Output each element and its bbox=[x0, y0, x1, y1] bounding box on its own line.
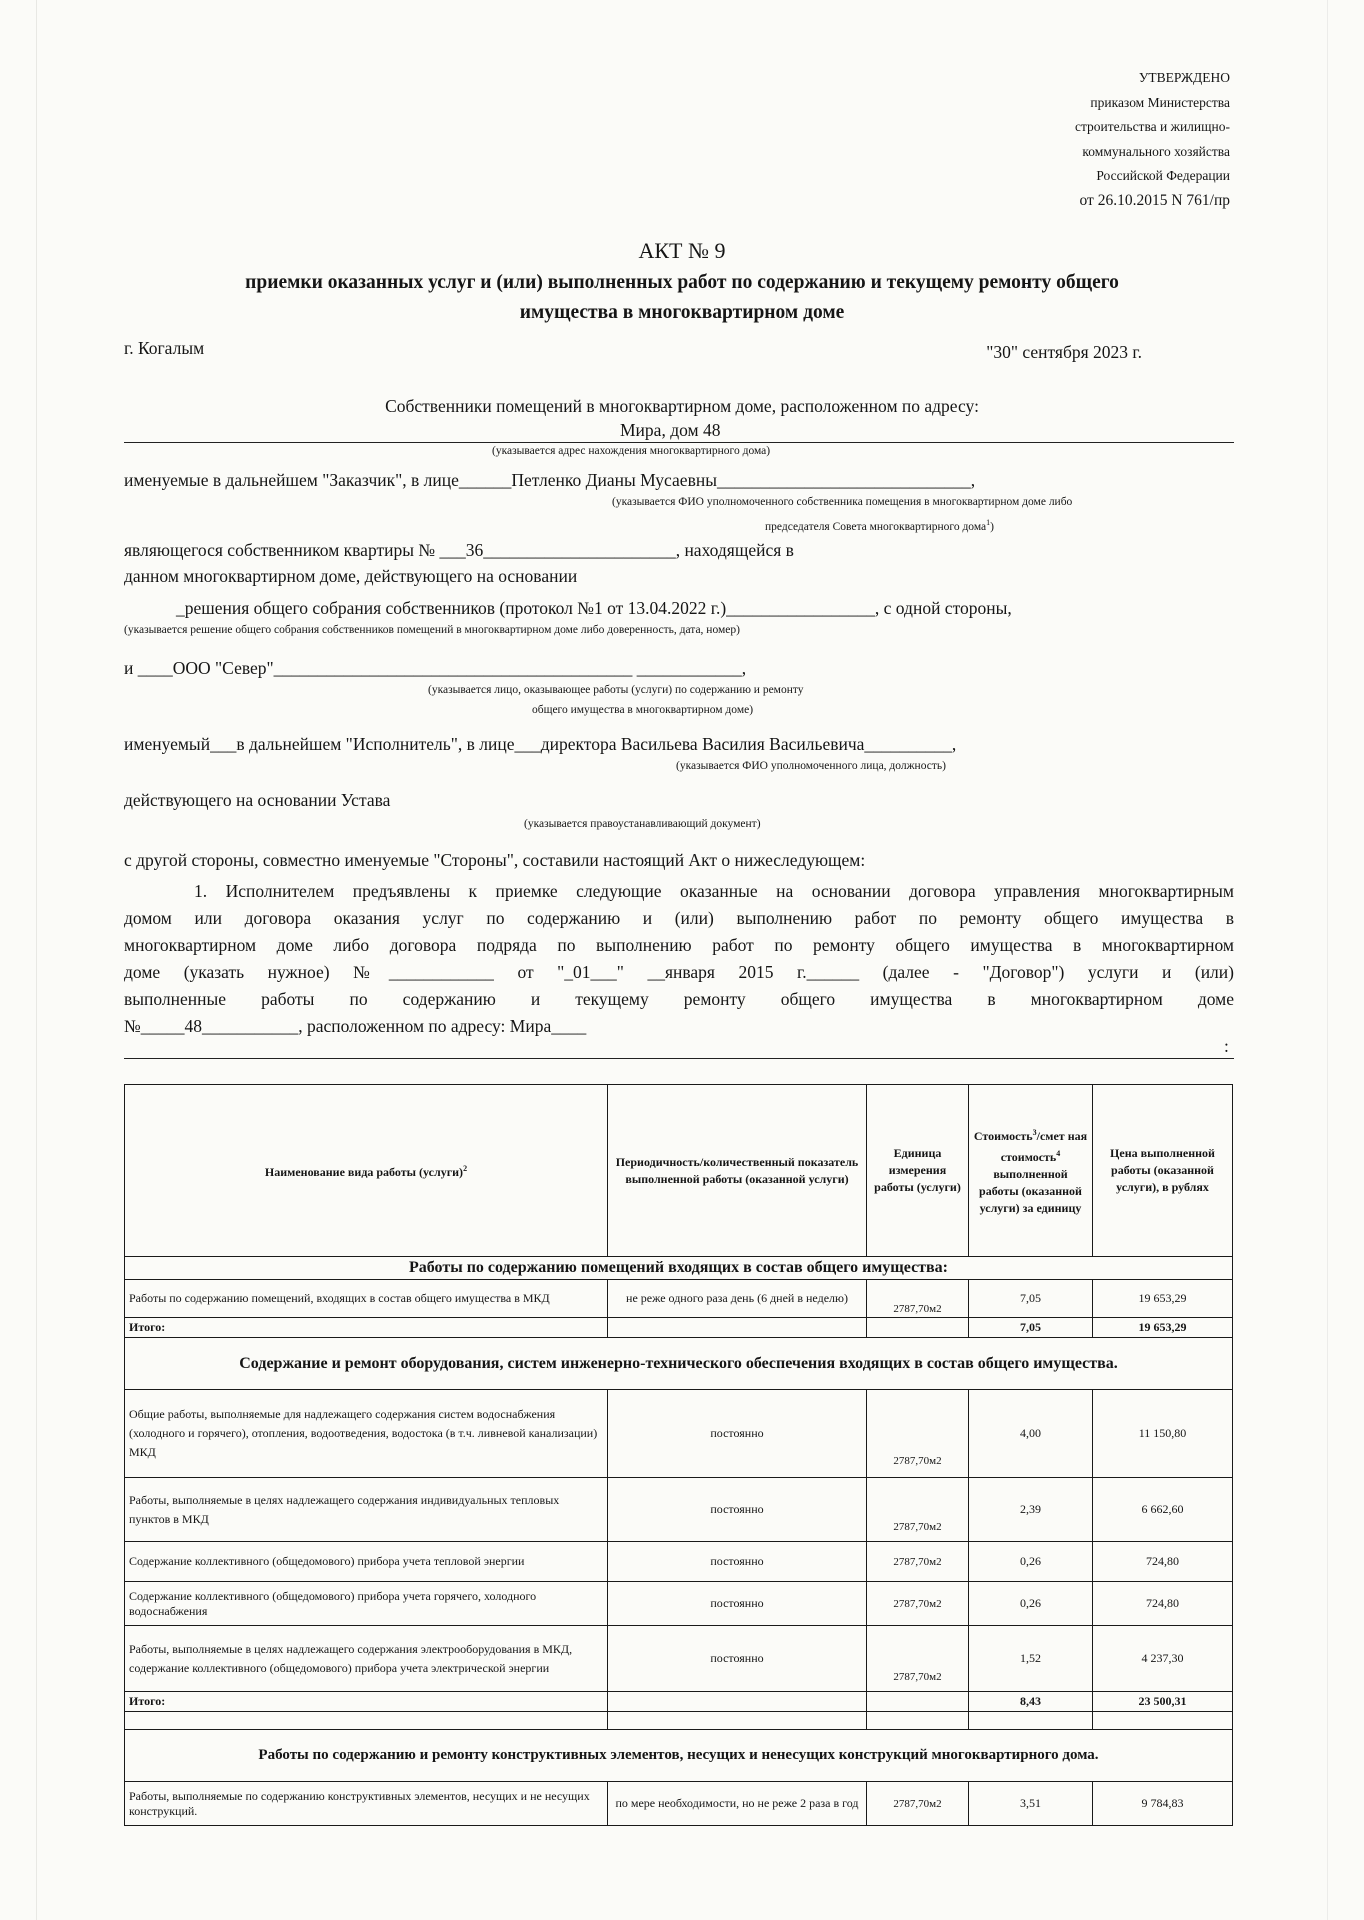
and-text: и bbox=[124, 658, 134, 678]
spacer-row bbox=[125, 1712, 1233, 1730]
header-unit: Единица измерения работы (услуги) bbox=[867, 1085, 969, 1257]
cell-unit: 2787,70м2 bbox=[867, 1626, 969, 1692]
cell-cost: 0,26 bbox=[969, 1582, 1093, 1626]
approval-stamp-block bbox=[1075, 66, 1230, 213]
cell-price: 724,80 bbox=[1093, 1582, 1233, 1626]
note-text: ) bbox=[990, 520, 994, 533]
decision-note: (указывается решение общего собрания собственников помещений в многоквартирном доме либо доверенность, дата, номер) bbox=[124, 624, 740, 636]
paragraph-line: домом или договора оказания услуг по содержанию и (или) выполнению работ по ремонту общего имущества в bbox=[124, 908, 1234, 928]
approval-line: строительства и жилищно- bbox=[1075, 119, 1230, 134]
cell-price: 11 150,80 bbox=[1093, 1390, 1233, 1478]
header-text: /смет ная стоимость bbox=[1000, 1129, 1088, 1164]
section-title: Содержание и ремонт оборудования, систем инженерно-технического обеспечения входящих в состав общего имущества. bbox=[125, 1338, 1233, 1390]
act-title bbox=[160, 268, 1204, 328]
cell-name: Работы, выполняемые по содержанию конструктивных элементов, несущих и не несущих конструкций. bbox=[125, 1782, 608, 1826]
cell-cost: 7,05 bbox=[969, 1280, 1093, 1318]
paragraph-line: №_____48___________, расположенном по адресу: Мира____ bbox=[124, 1016, 587, 1036]
cell-price: 4 237,30 bbox=[1093, 1626, 1233, 1692]
cell-unit: 2787,70м2 bbox=[867, 1542, 969, 1582]
cell-cost: 4,00 bbox=[969, 1390, 1093, 1478]
footnote-mark: 2 bbox=[463, 1164, 468, 1173]
paragraph-line: доме (указать нужное) №____________ от "_01___" __января 2015 г.______ (далее - "Договор") услуги и (или) bbox=[124, 962, 1234, 982]
approval-line: Российской Федерации bbox=[1096, 168, 1230, 183]
works-table bbox=[124, 1084, 1233, 1826]
cell-unit: 2787,70м2 bbox=[867, 1280, 969, 1318]
footnote-mark: 3 bbox=[1032, 1128, 1037, 1137]
cell-empty bbox=[867, 1318, 969, 1338]
named-mid: в дальнейшем "Исполнитель", в лице bbox=[236, 734, 515, 754]
cell-empty bbox=[1093, 1712, 1233, 1730]
table-row bbox=[125, 1582, 1233, 1626]
paragraph-1 bbox=[124, 878, 1234, 1040]
owners-intro: Собственники помещений в многоквартирном доме, расположенном по адресу: bbox=[385, 396, 979, 416]
owner-apartment-line: являющегося собственником квартиры № ___36______________________, находящейся в bbox=[124, 540, 794, 560]
cell-empty bbox=[867, 1692, 969, 1712]
cell-period: постоянно bbox=[608, 1582, 867, 1626]
contractor-person-note: (указывается ФИО уполномоченного лица, должность) bbox=[676, 760, 946, 772]
act-title-line: имущества в многоквартирном доме bbox=[519, 302, 845, 323]
parties-line: с другой стороны, совместно именуемые "Стороны", составили настоящий Акт о нижеследующем: bbox=[124, 850, 866, 870]
act-date: "30" сентября 2023 г. bbox=[986, 342, 1142, 362]
total-price: 23 500,31 bbox=[1093, 1692, 1233, 1712]
total-label: Итого: bbox=[125, 1318, 608, 1338]
cell-unit: 2787,70м2 bbox=[867, 1478, 969, 1542]
customer-person: Петленко Дианы Мусаевны bbox=[511, 470, 717, 490]
cell-cost: 0,26 bbox=[969, 1542, 1093, 1582]
cell-name: Работы по содержанию помещений, входящих в состав общего имущества в МКД bbox=[125, 1280, 608, 1318]
total-cost: 7,05 bbox=[969, 1318, 1093, 1338]
section-title: Работы по содержанию и ремонту конструктивных элементов, несущих и ненесущих конструкций многоквартирного дома. bbox=[125, 1730, 1233, 1782]
cell-cost: 1,52 bbox=[969, 1626, 1093, 1692]
cell-price: 9 784,83 bbox=[1093, 1782, 1233, 1826]
address-underline bbox=[124, 442, 1234, 443]
cell-period: по мере необходимости, но не реже 2 раза в год bbox=[608, 1782, 867, 1826]
cell-name: Работы, выполняемые в целях надлежащего содержания индивидуальных тепловых пунктов в МКД bbox=[125, 1478, 608, 1542]
total-price: 19 653,29 bbox=[1093, 1318, 1233, 1338]
total-cost: 8,43 bbox=[969, 1692, 1093, 1712]
header-price: Цена выполненной работы (оказанной услуги), в рублях bbox=[1093, 1085, 1233, 1257]
cell-empty bbox=[608, 1318, 867, 1338]
owner-suffix: , находящейся в bbox=[675, 540, 794, 560]
customer-line: именуемые в дальнейшем "Заказчик", в лице______Петленко Дианы Мусаевны_____________________________, bbox=[124, 470, 976, 490]
approval-line: УТВЕРЖДЕНО bbox=[1138, 70, 1230, 85]
cell-period: постоянно bbox=[608, 1542, 867, 1582]
contractor-name-note: (указывается лицо, оказывающее работы (услуги) по содержанию и ремонту bbox=[428, 684, 804, 696]
header-periodicity: Периодичность/количественный показатель выполненной работы (оказанной услуги) bbox=[608, 1085, 867, 1257]
table-row bbox=[125, 1478, 1233, 1542]
table-row bbox=[125, 1782, 1233, 1826]
cell-empty bbox=[969, 1712, 1093, 1730]
contractor-basis-note: (указывается правоустанавливающий документ) bbox=[524, 818, 761, 830]
building-address: Мира, дом 48 bbox=[620, 420, 721, 440]
header-text: Наименование вида работы (услуги) bbox=[264, 1165, 464, 1179]
section-row bbox=[125, 1257, 1233, 1280]
cell-cost: 2,39 bbox=[969, 1478, 1093, 1542]
contractor-basis: действующего на основании Устава bbox=[124, 790, 391, 810]
decision-text: решения общего собрания собственников (протокол №1 от 13.04.2022 г.) bbox=[184, 598, 727, 618]
paragraph-line: многоквартирном доме либо договора подряда по выполнению работ по ремонту общего имущества в многоквартирном bbox=[124, 935, 1234, 955]
table-row bbox=[125, 1390, 1233, 1478]
contractor-name: ООО "Север" bbox=[172, 658, 274, 678]
note-text: председателя Совета многоквартирного дома bbox=[765, 520, 987, 533]
total-row bbox=[125, 1692, 1233, 1712]
one-side-text: , с одной стороны, bbox=[874, 598, 1012, 618]
cell-period: постоянно bbox=[608, 1626, 867, 1692]
total-row bbox=[125, 1318, 1233, 1338]
cell-empty bbox=[867, 1712, 969, 1730]
cell-period: постоянно bbox=[608, 1478, 867, 1542]
cell-unit: 2787,70м2 bbox=[867, 1782, 969, 1826]
section-row bbox=[125, 1338, 1233, 1390]
table-row bbox=[125, 1626, 1233, 1692]
table-row bbox=[125, 1542, 1233, 1582]
cell-empty bbox=[608, 1692, 867, 1712]
table-row bbox=[125, 1280, 1233, 1318]
contractor-person-line: именуемый___в дальнейшем "Исполнитель", в лице___директора Васильева Василия Васильевича__________, bbox=[124, 734, 957, 754]
cell-name: Содержание коллективного (общедомового) прибора учета тепловой энергии bbox=[125, 1542, 608, 1582]
cell-period: не реже одного раза день (6 дней в неделю) bbox=[608, 1280, 867, 1318]
city: г. Когалым bbox=[124, 338, 205, 358]
cell-price: 19 653,29 bbox=[1093, 1280, 1233, 1318]
paragraph-line: 1. Исполнителем предъявлены к приемке следующие оказанные на основании договора управления многоквартирным bbox=[194, 881, 1234, 901]
address-note: (указывается адрес нахождения многоквартирного дома) bbox=[492, 445, 771, 457]
contractor-person: директора Васильева Василия Васильевича bbox=[540, 734, 865, 754]
header-text: выполненной работы (оказанной услуги) за единицу bbox=[979, 1167, 1082, 1215]
address-rule bbox=[124, 1058, 1234, 1059]
cell-empty bbox=[125, 1712, 608, 1730]
cell-unit: 2787,70м2 bbox=[867, 1582, 969, 1626]
cell-name: Общие работы, выполняемые для надлежащего содержания систем водоснабжения (холодного и горячего), отопления, водоотведения, водостока (в т.ч. ливневой канализации) МКД bbox=[125, 1390, 608, 1478]
contractor-line: и ____ООО "Север"_________________________________________ ____________, bbox=[124, 658, 747, 678]
cell-cost: 3,51 bbox=[969, 1782, 1093, 1826]
total-label: Итого: bbox=[125, 1692, 608, 1712]
decision-line: _решения общего собрания собственников (протокол №1 от 13.04.2022 г.)_________________, с одной стороны, bbox=[176, 598, 1012, 618]
footnote-mark: 4 bbox=[1056, 1149, 1061, 1158]
owner-prefix: являющегося собственником квартиры № bbox=[124, 540, 436, 560]
cell-name: Содержание коллективного (общедомового) прибора учета горячего, холодного водоснабжения bbox=[125, 1582, 608, 1626]
cell-name: Работы, выполняемые в целях надлежащего содержания электрооборудования в МКД, содержание коллективного (общедомового) прибора учета электрической энергии bbox=[125, 1626, 608, 1692]
approval-line: коммунального хозяйства bbox=[1082, 143, 1230, 159]
cell-price: 724,80 bbox=[1093, 1542, 1233, 1582]
table-header-row bbox=[125, 1085, 1233, 1257]
cell-price: 6 662,60 bbox=[1093, 1478, 1233, 1542]
basis-line: данном многоквартирном доме, действующего на основании bbox=[124, 566, 578, 586]
approval-line: приказом Министерства bbox=[1090, 94, 1230, 110]
customer-prefix: именуемые в дальнейшем "Заказчик", в лице bbox=[124, 470, 459, 490]
customer-person-note-2 bbox=[765, 518, 994, 533]
apartment-number: 36 bbox=[465, 540, 484, 560]
cell-empty bbox=[608, 1712, 867, 1730]
named-prefix: именуемый bbox=[124, 734, 211, 754]
header-text: Стоимость bbox=[973, 1129, 1033, 1143]
act-title-line: приемки оказанных услуг и (или) выполненных работ по содержанию и текущему ремонту общего bbox=[245, 272, 1119, 293]
colon-mark: : bbox=[1224, 1036, 1229, 1056]
act-number: АКТ № 9 bbox=[638, 238, 726, 263]
section-title: Работы по содержанию помещений входящих в состав общего имущества: bbox=[125, 1257, 1233, 1280]
section-row bbox=[125, 1730, 1233, 1782]
approval-line: от 26.10.2015 N 761/пр bbox=[1079, 191, 1230, 209]
header-name bbox=[125, 1085, 608, 1257]
contractor-name-note-2: общего имущества в многоквартирном доме) bbox=[532, 704, 754, 716]
cell-period: постоянно bbox=[608, 1390, 867, 1478]
customer-person-note: (указывается ФИО уполномоченного собственника помещения в многоквартирном доме либо bbox=[612, 496, 1073, 508]
header-cost bbox=[969, 1085, 1093, 1257]
footnote-mark: 1 bbox=[986, 518, 991, 527]
paragraph-line: выполненные работы по содержанию и текущему ремонту общего имущества в многоквартирном доме bbox=[124, 989, 1234, 1009]
cell-unit: 2787,70м2 bbox=[867, 1390, 969, 1478]
